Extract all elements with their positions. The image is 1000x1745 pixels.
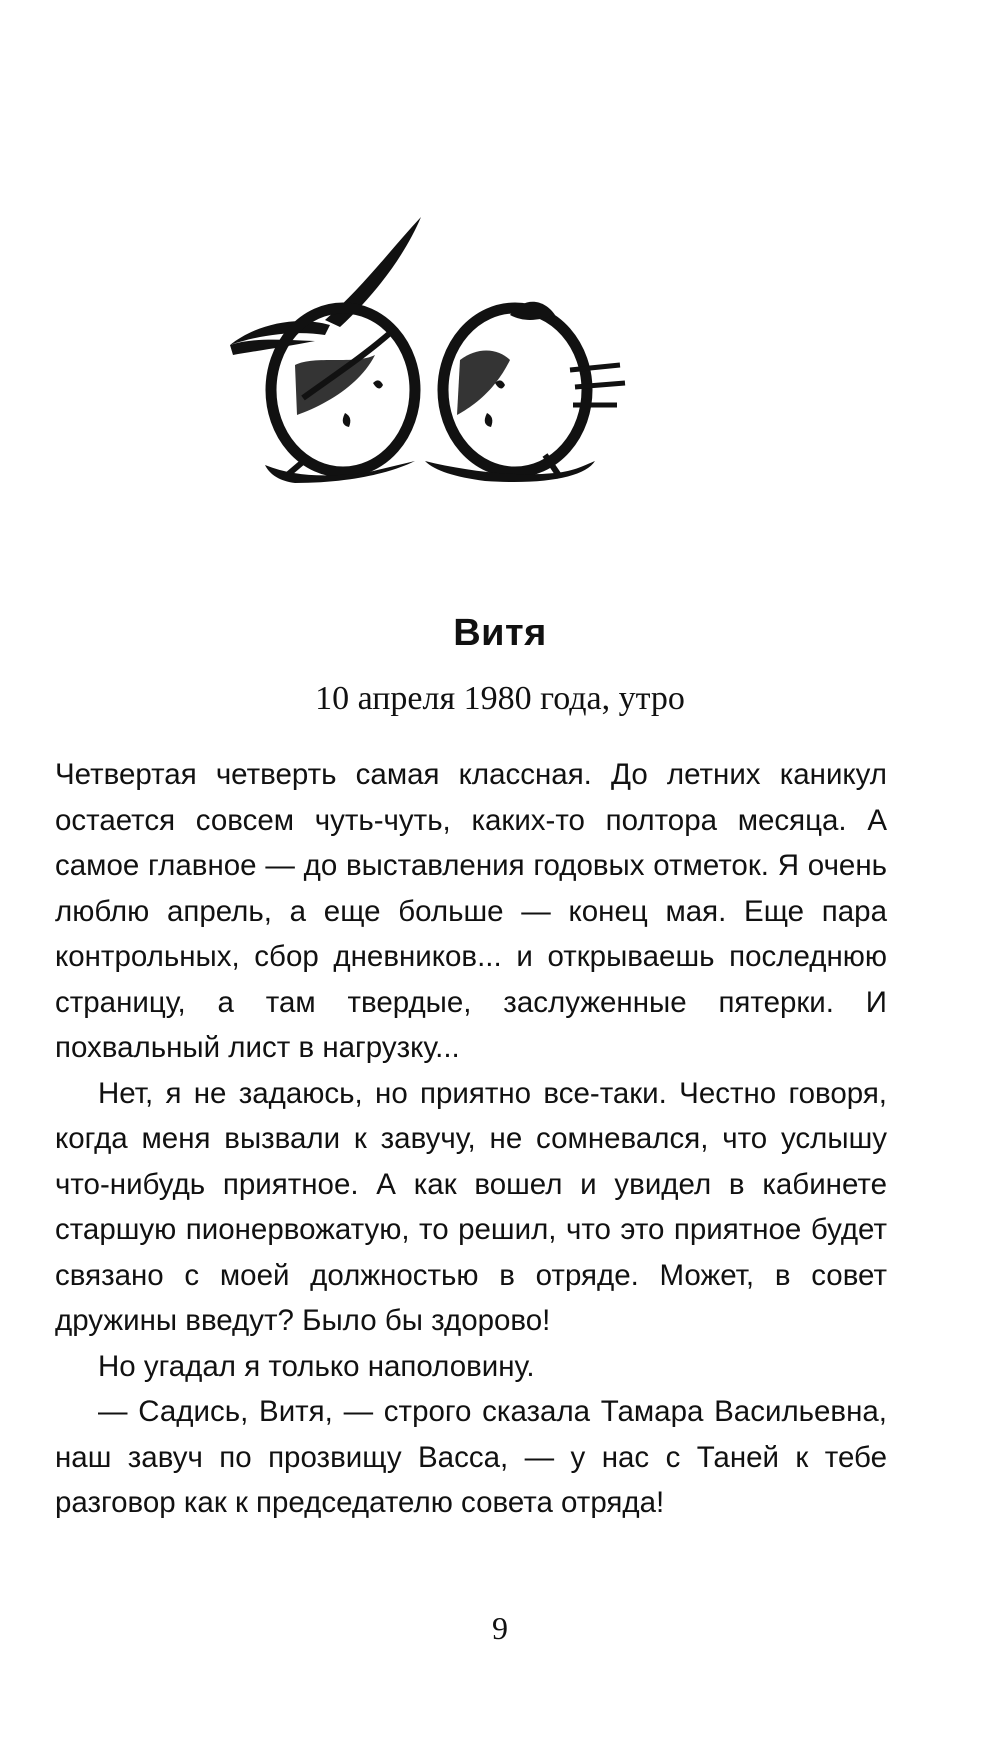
two-characters-illustration	[225, 215, 655, 545]
paragraph-2: Нет, я не задаюсь, но приятно все-таки. Честно говоря, когда меня вызвали к завучу, не сомневался, что услышу что-нибудь приятное. А как вошел и увидел в кабинете старшую пионервожатую, то решил, что это приятное будет связано с моей должностью в отряде. Может, в совет дружины введут? Было бы здорово!	[55, 1076, 887, 1337]
paragraph-1: Четвертая четверть самая классная. До летних каникул остается совсем чуть-чуть, каких-то полтора месяца. А самое главное — до выставления годовых отметок. Я очень люблю апрель, а еще больше — конец мая. Еще пара контрольных, сбор дневников... и открываешь последнюю страницу, а там твердые, заслуженные пятерки. И похвальный лист в нагрузку...	[55, 758, 887, 1064]
chapter-title: Витя	[453, 612, 547, 654]
left-eye	[373, 380, 383, 388]
right-cheek	[485, 413, 493, 427]
paragraph-3: Но угадал я только наполовину.	[98, 1349, 535, 1383]
ink-drawing	[225, 215, 655, 545]
left-cheek	[343, 413, 351, 427]
left-head-shading	[295, 355, 375, 415]
chapter-date: 10 апреля 1980 года, утро	[315, 680, 685, 717]
bow-left-tail	[230, 340, 315, 355]
right-whiskers	[570, 365, 625, 405]
chapter-body	[55, 752, 887, 1526]
paragraph-4: — Садись, Витя, — строго сказала Тамара Васильевна, наш завуч по прозвищу Васса, — у нас с Таней к тебе разговор как к председателю совета отряда!	[55, 1395, 887, 1519]
page-number: 9	[492, 1610, 508, 1646]
